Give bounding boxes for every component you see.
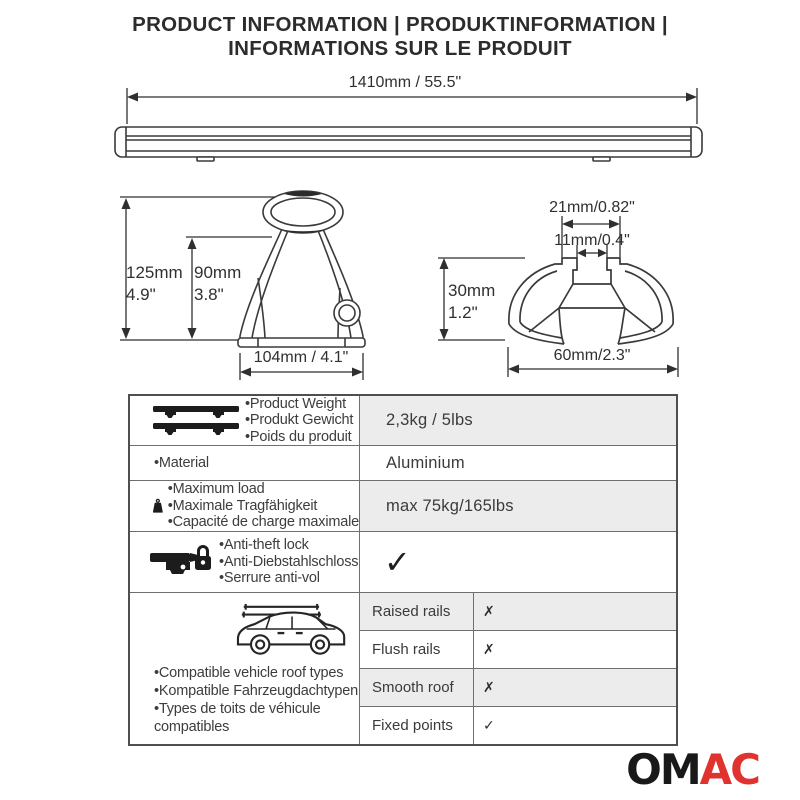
page-title-line2: INFORMATIONS SUR LE PRODUIT xyxy=(228,37,572,60)
profile-top-width-label: 21mm/0.82" xyxy=(549,199,635,216)
car-icon xyxy=(232,602,354,658)
profile-height-mm: 30mm xyxy=(448,281,496,300)
foot-drawing xyxy=(108,186,383,386)
crossbars-icon xyxy=(152,404,240,438)
roof-type-label: Smooth roof xyxy=(360,669,474,706)
label-line: •Anti-Diebstahlschloss xyxy=(219,553,359,570)
product-weight-value: 2,3kg / 5lbs xyxy=(360,396,676,445)
label-line: •Poids du produit xyxy=(245,428,352,445)
crossbar-profile-side xyxy=(115,127,702,161)
label-line: •Produkt Gewicht xyxy=(245,412,354,429)
omac-logo-black: OM xyxy=(626,745,700,794)
page-title xyxy=(0,13,800,61)
foot-inner-height-mm: 90mm xyxy=(194,263,242,282)
material-label-cell xyxy=(130,446,360,480)
profile-slot-width-label: 11mm/0.4" xyxy=(554,232,630,249)
profile-bottom-width-label: 60mm/2.3" xyxy=(553,347,631,364)
roof-type-mark: ✗ xyxy=(483,679,495,695)
material-labels xyxy=(154,455,209,472)
max-load-label-cell xyxy=(130,481,360,531)
roof-type-mark: ✗ xyxy=(483,641,495,657)
omac-logo-red: AC xyxy=(699,745,759,794)
max-load-labels xyxy=(168,481,359,531)
roof-type-row-fixed-points xyxy=(360,706,676,744)
roof-type-row-flush-rails xyxy=(360,630,676,668)
omac-logo xyxy=(626,745,759,794)
anti-theft-check: ✓ xyxy=(384,544,411,580)
roof-types-matrix xyxy=(360,593,676,744)
max-load-value: max 75kg/165lbs xyxy=(360,481,676,531)
table-row xyxy=(130,445,676,480)
crossbar-drawing xyxy=(105,68,710,168)
product-weight-label-cell xyxy=(130,396,360,445)
foot-width-label: 104mm / 4.1" xyxy=(253,349,349,366)
label-line: •Kompatible Fahrzeugdachtypen xyxy=(154,683,359,699)
label-line: •Capacité de charge maximale xyxy=(167,514,359,531)
label-line: •Product Weight xyxy=(245,395,346,412)
table-row xyxy=(130,592,676,744)
foot-height-mm: 125mm xyxy=(126,263,183,282)
table-row xyxy=(130,396,676,445)
label-line: •Anti-theft lock xyxy=(219,537,309,554)
profile-outline xyxy=(509,258,673,344)
label-line: •Serrure anti-vol xyxy=(219,570,320,587)
anti-theft-labels xyxy=(219,537,358,587)
table-row xyxy=(130,531,676,592)
roof-type-label: Fixed points xyxy=(360,707,474,744)
specification-table xyxy=(128,394,678,746)
roof-type-label: Flush rails xyxy=(360,631,474,668)
roof-type-mark: ✗ xyxy=(483,603,495,619)
car-icon-wrap xyxy=(232,602,354,658)
foot-height-in: 4.9" xyxy=(126,285,156,304)
lock-icon xyxy=(150,541,212,583)
label-line: •Maximale Tragfähigkeit xyxy=(167,497,318,514)
weight-icon xyxy=(152,484,164,528)
material-value: Aluminium xyxy=(386,453,465,472)
profile-drawing xyxy=(425,192,695,384)
length-dimension-arrow xyxy=(127,88,697,124)
label-line: •Compatible vehicle roof types xyxy=(154,665,344,681)
profile-height-in: 1.2" xyxy=(448,303,478,322)
roof-types-labels xyxy=(154,664,369,736)
page-title-line1: PRODUCT INFORMATION | PRODUKTINFORMATION | xyxy=(132,13,668,36)
table-row xyxy=(130,480,676,531)
roof-types-label-cell xyxy=(130,593,360,744)
foot-inner-height-in: 3.8" xyxy=(194,285,224,304)
anti-theft-label-cell xyxy=(130,532,360,592)
foot-outline xyxy=(238,191,365,347)
crossbar-length-label: 1410mm / 55.5" xyxy=(348,74,462,91)
roof-type-label: Raised rails xyxy=(360,593,474,630)
label-line: •Material xyxy=(154,454,209,471)
label-line: •Maximum load xyxy=(167,481,265,498)
roof-type-mark: ✓ xyxy=(483,717,495,733)
label-line: •Types de toits de véhicule compatibles xyxy=(154,701,321,735)
roof-type-row-raised-rails xyxy=(360,593,676,630)
product-weight-labels xyxy=(245,396,353,446)
roof-type-row-smooth-roof xyxy=(360,668,676,706)
